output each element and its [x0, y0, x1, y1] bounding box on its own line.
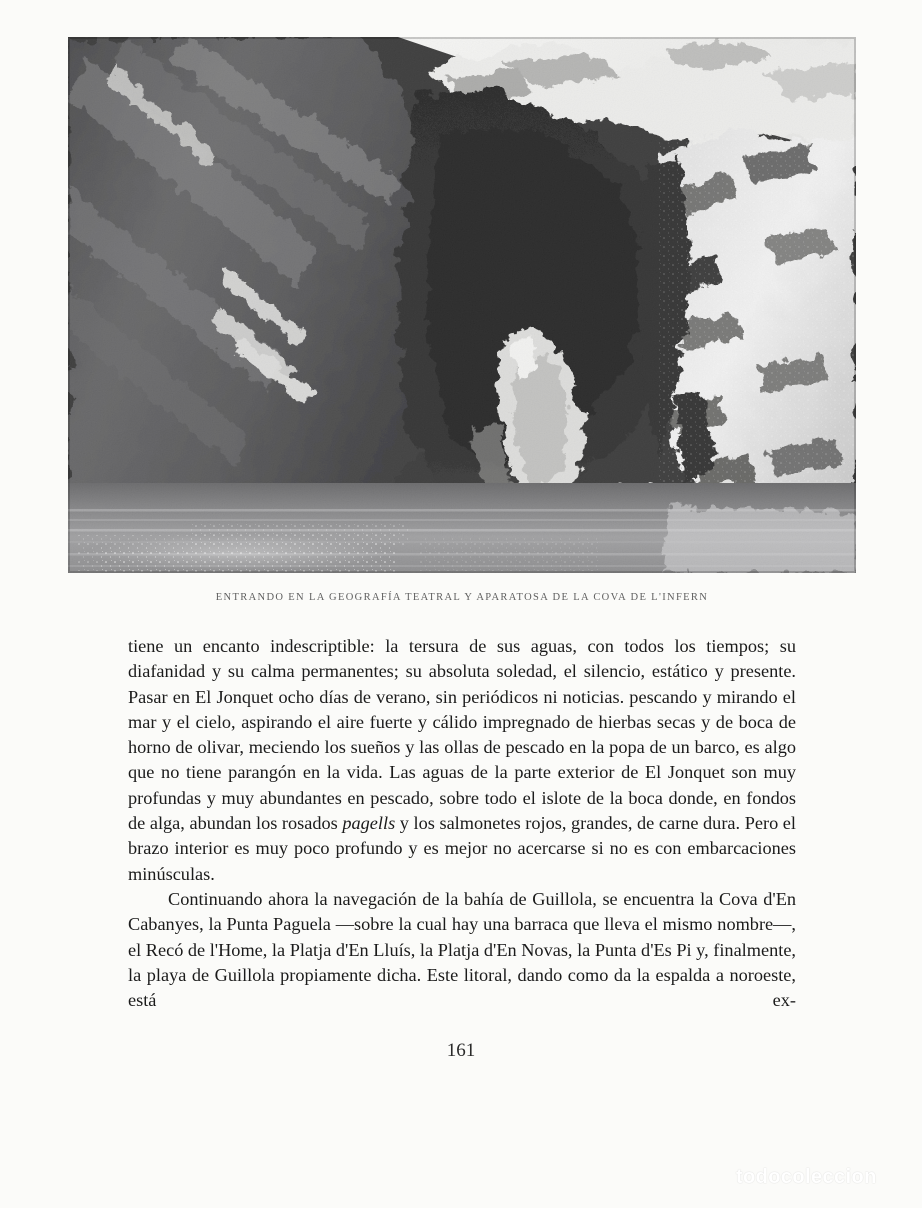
photo-illustration [68, 37, 856, 573]
paragraph-2 [128, 887, 796, 1013]
photo-caption: ENTRANDO EN LA GEOGRAFÍA TEATRAL Y APARATOSA DE LA COVA DE L'INFERN [215, 592, 709, 603]
page-number: 161 [446, 1040, 476, 1061]
todocoleccion-watermark: todocoleccion [736, 1166, 877, 1188]
italic-term-pagells: pagells [342, 813, 396, 834]
cave-photograph [68, 37, 856, 573]
body-text [128, 634, 796, 1013]
text-run: Continuando ahora la navegación de la bahía de Guillola, se encuentra la Cova d'En Cabanyes, la Punta Paguela —sobre la cual hay una barraca que lleva el mismo nombre—, el Recó de l'Home, la Platja d'En Lluís, la Platja d'En Novas, la Punta d'Es Pi y, finalmente, la playa de Guillola propiamente dicha. Este litoral, dando como da la espalda a noroeste, está ex- [128, 888, 796, 1011]
paragraph-1 [128, 634, 796, 887]
text-run: tiene un encanto indescriptible: la tersura de sus aguas, con todos los tiempos; su diafanidad y su calma permanentes; su absoluta soledad, el silencio, estático y presente. Pasar en El Jonquet ocho días de verano, sin periódicos ni noticias. pescando y mirando el mar y el cielo, aspirando el aire fuerte y cálido impregnado de hierbas secas y de boca de horno de olivar, meciendo los sueños y las ollas de pescado en la popa de un barco, es algo que no tiene parangón en la vida. Las aguas de la parte exterior de El Jonquet son muy profundas y muy abundantes en pescado, sobre todo el islote de la boca donde, en fondos de alga, abundan los rosados [128, 636, 796, 834]
text-run: y los salmonetes rojos, grandes, de carne dura. Pero el brazo interior es muy poco profundo y es mejor no acercarse si no es con embarcaciones minúsculas. [128, 813, 796, 884]
